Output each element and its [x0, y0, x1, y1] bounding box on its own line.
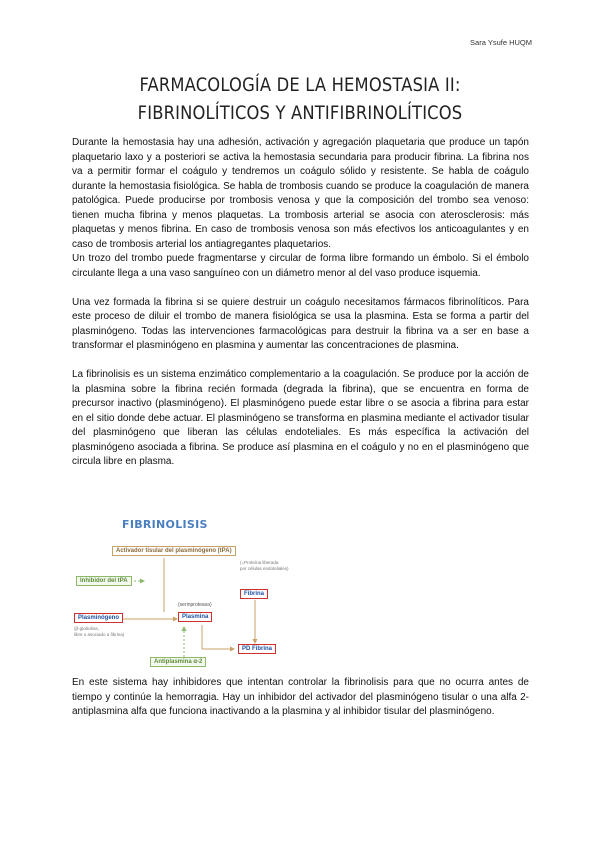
figure-title: FIBRINOLISIS: [122, 518, 208, 531]
tpa-note-2: por células endoteliales): [240, 566, 289, 571]
fibrinolisis-diagram: [72, 515, 292, 671]
plasminogen-box: Plasminógeno: [74, 613, 123, 623]
paragraph-fibrinoliticos: Una vez formada la fibrina si se quiere destruir un coágulo necesitamos fármacos fibrinolíticos. Para este proceso de diluir el trombo de manera fisiológica se usa la plasmina. Esta se forma a partir del plasminógeno. Todas las intervenciones farmacológicas para destruir la fibrina va a ser en base a transformar el plasminógeno en plasmina y aumentar las concentraciones de plasmina.: [72, 296, 529, 351]
plasminogen-note-2: libre o asociado a fibrina): [74, 632, 125, 637]
antiplasmin-box: Antiplasmina α-2: [150, 657, 206, 667]
body-text: [72, 136, 529, 470]
plasmin-box: Plasmina: [178, 612, 212, 622]
closing-paragraph: En este sistema hay inhibidores que intentan controlar la fibrinolisis para que no ocurra antes de tiempo y continúe la hemorragia. Hay un inhibidor del activador del plasminógeno tisular o una alfa 2-antiplasmina alfa que funciona inactivando a la plasmina y al inhibidor tisular del plasminógeno.: [72, 677, 529, 717]
inhibitor-box: Inhibidor del tPA: [76, 576, 132, 586]
page-title: FARMACOLOGÍA DE LA HEMOSTASIA II: FIBRINOLÍTICOS Y ANTIFIBRINOLÍTICOS: [137, 74, 463, 124]
paragraph-embolo: Un trozo del trombo puede fragmentarse y circular de forma libre formando un émbolo. Si el émbolo circulante llega a una vaso sanguíneo con un diámetro menor al del vaso produce isquemia.: [72, 253, 529, 279]
pd-fibrin-box: PD Fibrina: [238, 644, 276, 654]
fibrin-box: Fibrina: [240, 589, 268, 599]
tpa-box: Activador tisular del plasminógeno (tPA): [112, 546, 236, 556]
author-name: Sara Ysufe HUQM: [470, 38, 532, 47]
paragraph-hemostasia: Durante la hemostasia hay una adhesión, activación y agregación plaquetaria que produce un tapón plaquetario laxo y a posteriori se activa la hemostasia secundaria para producir fibrina. La fibrina nos va a permitir formar el coágulo y tendremos un coágulo sólido y resistente. Se habla de coágulo durante la hemostasia fisiológica. Se habla de trombosis cuando se produce la coagulación de manera patológica. Puede producirse por trombosis venosa y que la composición del trombo sea venoso: tienen mucha fibrina y menos plaquetas. La trombosis arterial se asocia con aterosclerosis: más plaquetas y menos fibrina. En caso de trombosis venosa son más efectivos los anticoagulantes y en caso de trombosis arterial los antiagregantes plaquetarios.: [72, 137, 529, 250]
paragraph-fibrinolisis: La fibrinolisis es un sistema enzimático complementario a la coagulación. Se produce por la acción de la plasmina sobre la fibrina recién formada (degrada la fibrina), que se encuentra en forma de precursor inactivo (plasminógeno). El plasminógeno puede estar libre o se asocia a fibrina para estar en el sitio donde debe actuar. El plasminógeno se transforma en plasmina mediante el activador tisular del plasminógeno que liberan las células endoteliales. Es más específica la activación del plasminógeno asociada a fibrina. Se produce así plasmina en el coágulo y no en el plasminógeno que circula libre en plasma.: [72, 369, 529, 467]
tpa-note-1: (=Proteína liberada: [240, 560, 279, 565]
plasminogen-note-1: (β-globulina,: [74, 626, 99, 631]
serine-protease-label: (serinproteasa): [178, 602, 212, 608]
